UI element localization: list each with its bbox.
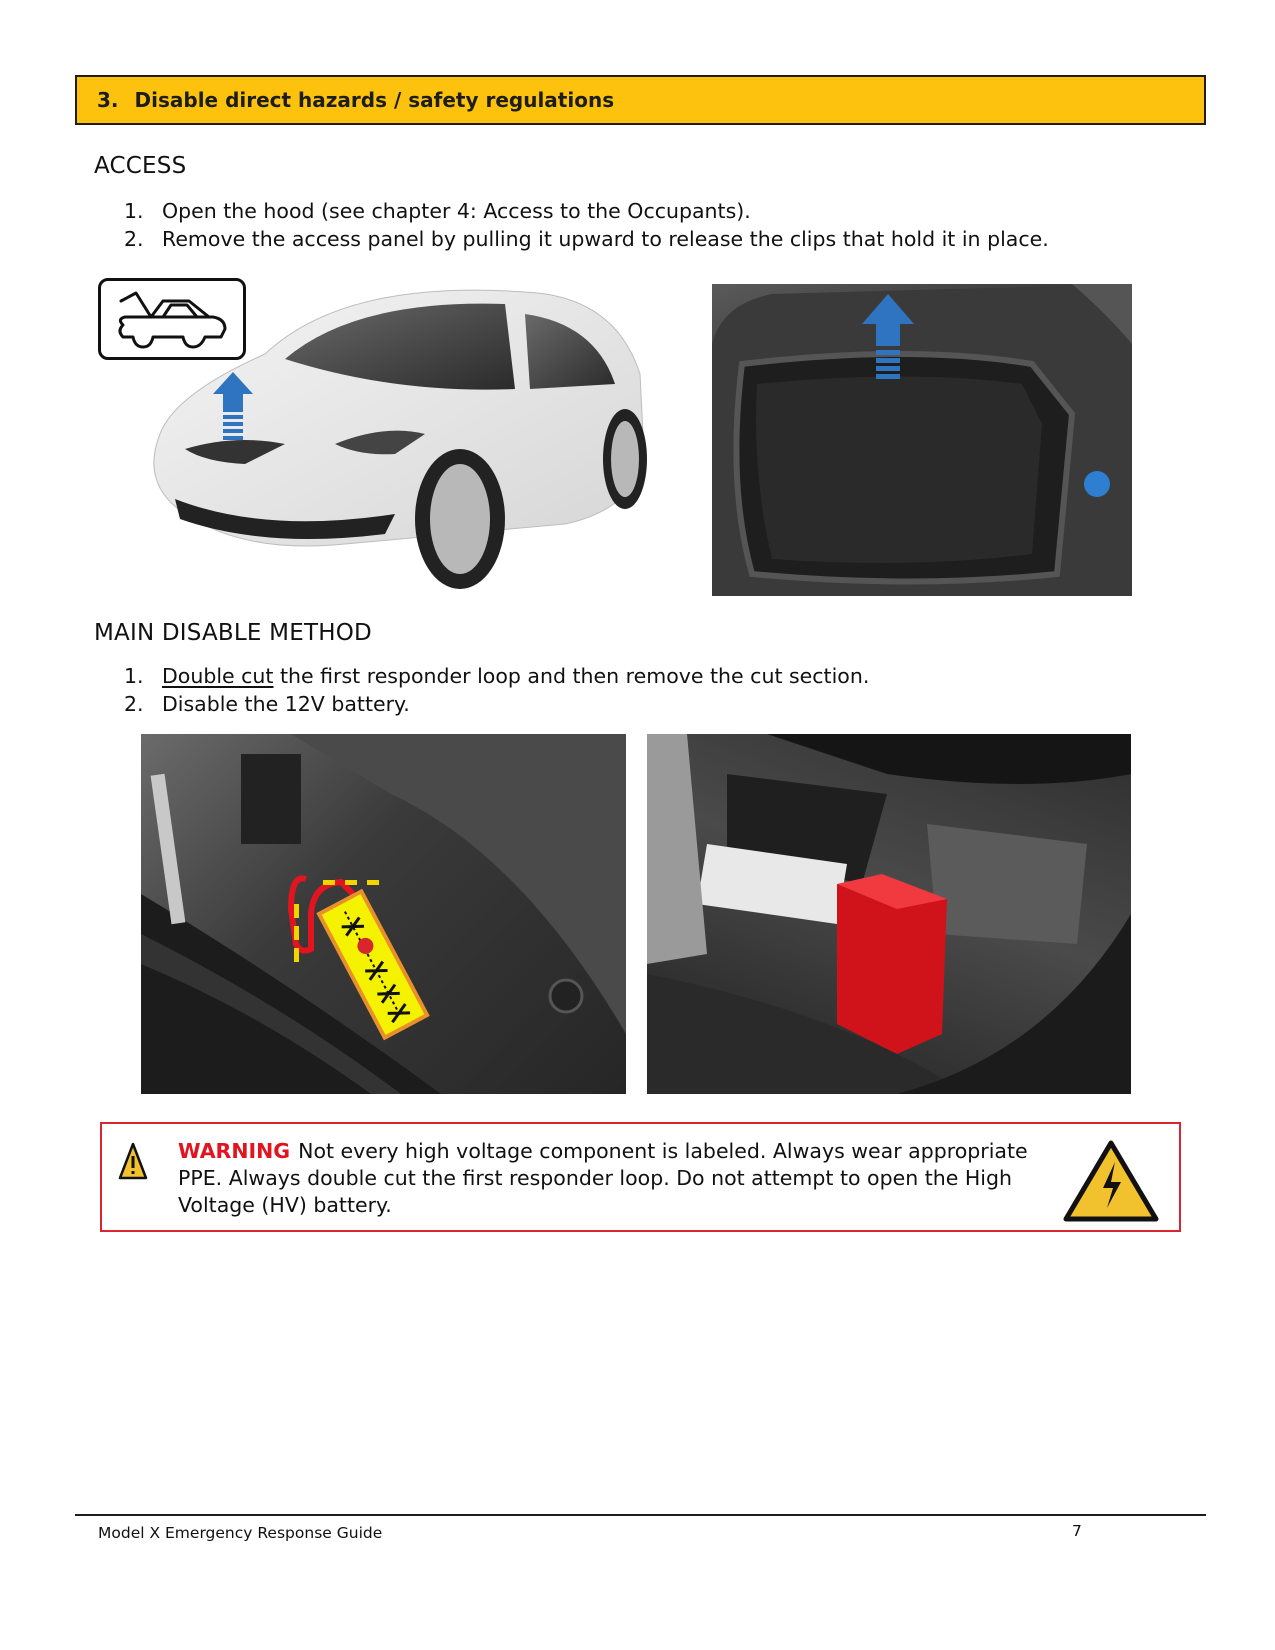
access-heading: ACCESS	[94, 153, 187, 179]
list-item: 1. Double cut the first responder loop and then remove the cut section.	[124, 664, 870, 688]
warning-triangle-icon	[118, 1142, 148, 1184]
main-disable-steps	[124, 662, 869, 718]
list-item: 2. Remove the access panel by pulling it upward to release the clips that hold it in place.	[124, 227, 1049, 251]
warning-message: WARNING Not every high voltage component is labeled. Always wear appropriate PPE. Always double cut the first responder loop. Do not attempt to open the High Voltage (HV) battery.	[178, 1139, 1028, 1217]
section-header	[75, 75, 1206, 125]
footer-title: Model X Emergency Response Guide	[98, 1524, 383, 1542]
list-item: 2. Disable the 12V battery.	[124, 692, 410, 716]
main-disable-heading: MAIN DISABLE METHOD	[94, 620, 372, 646]
page-number: 7	[1072, 1522, 1082, 1540]
warning-label: WARNING	[178, 1139, 291, 1163]
high-voltage-icon	[1063, 1140, 1159, 1226]
footer-divider	[75, 1514, 1206, 1516]
warning-box	[100, 1122, 1181, 1232]
section-title: Disable direct hazards / safety regulations	[134, 88, 615, 112]
list-item: 1. Open the hood (see chapter 4: Access to the Occupants).	[124, 199, 751, 223]
access-steps	[124, 197, 1049, 253]
12v-battery-image	[647, 734, 1131, 1094]
frunk-image	[712, 284, 1132, 596]
emphasis-double-cut: Double cut	[162, 664, 274, 688]
car-front-image	[145, 284, 675, 594]
first-responder-loop-image	[141, 734, 626, 1094]
section-number: 3.	[97, 88, 119, 112]
